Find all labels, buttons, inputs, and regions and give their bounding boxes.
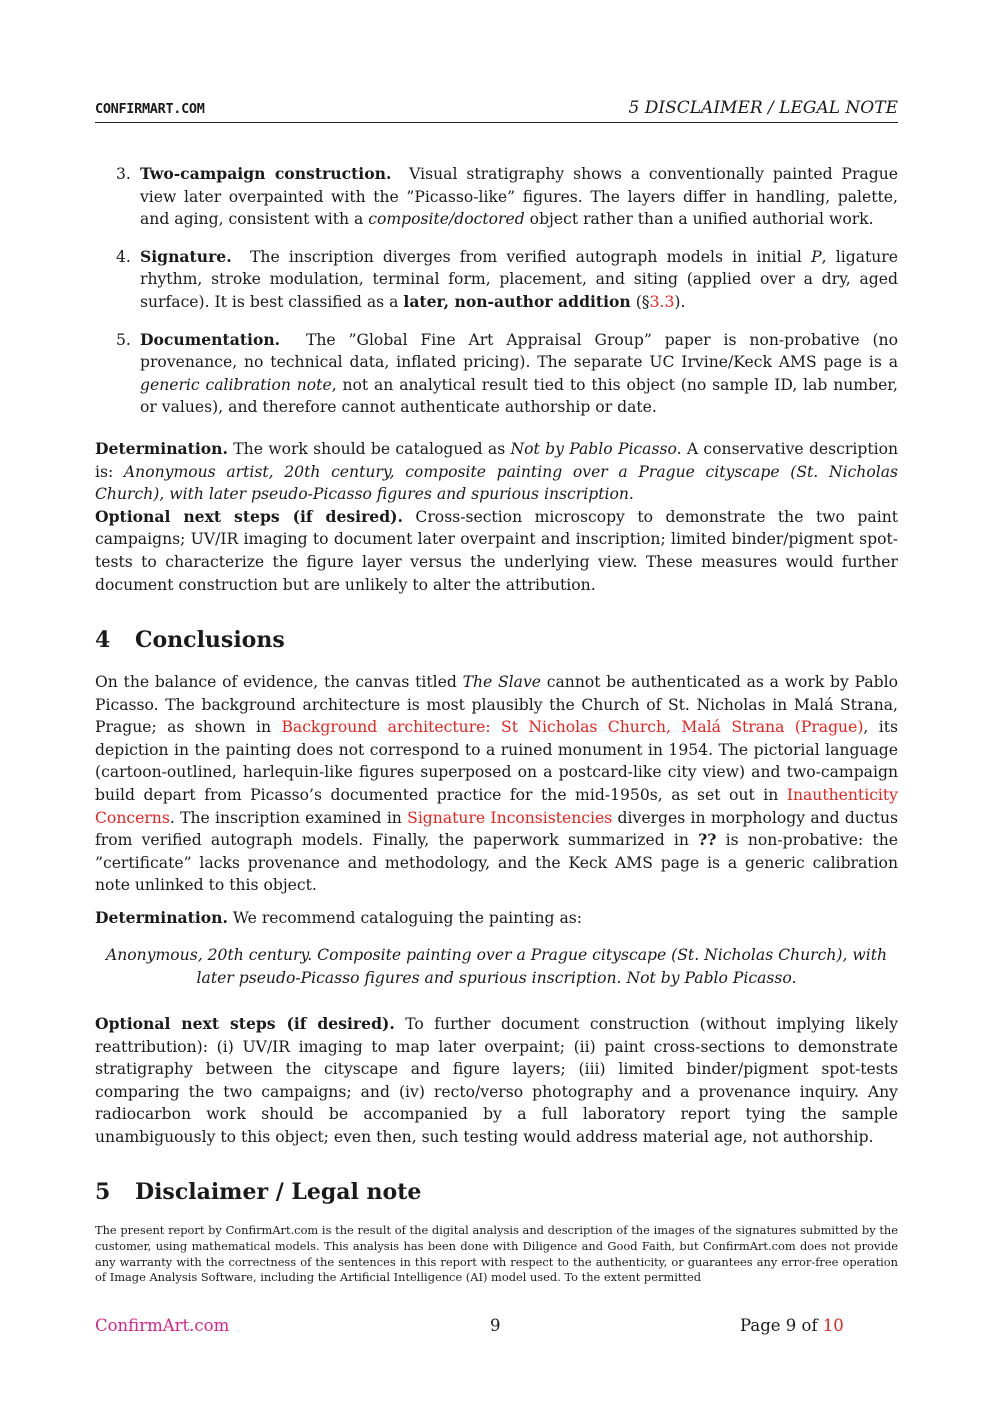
next-steps-label: Optional next steps (if desired). xyxy=(95,1014,395,1033)
determination-text: The work should be catalogued as xyxy=(227,440,511,458)
running-header xyxy=(95,98,898,123)
determination-text: A conservative description is: xyxy=(95,440,899,481)
paragraph-text: , its depiction in the painting does not correspond to a ruined monument in 1954. The pictorial language (cartoon-outlined, harlequin-like figures superposed on a postcard-like city view) and two-campaign build depart from Picasso’s documented practice for the mid-1950s, as set out in xyxy=(95,718,899,804)
missing-reference: ?? xyxy=(698,830,717,850)
list-item xyxy=(116,163,898,231)
footer-page-number: 9 xyxy=(490,1316,501,1335)
numbered-list xyxy=(116,163,898,434)
catalogue-quote: Anonymous, 20th century. Composite painting over a Prague cityscape (St. Nicholas Church), with later pseudo-Picasso figures and spurious inscription. Not by Pablo Picasso. xyxy=(105,946,888,987)
list-item-text: , ligature rhythm, stroke modulation, terminal form, placement, and siting (applied over a dry, aged surface). It is best classified as a xyxy=(140,247,898,311)
determination-paragraph xyxy=(95,438,898,596)
next-steps-text: Cross-section microscopy to demonstrate the two paint campaigns; UV/IR imaging to document later overpaint and inscription; limited binder/pigment spot-tests to characterize the figure layer versus the underlying view. These measures would further document construction but are unlikely to alter the attribution. xyxy=(95,507,899,594)
paragraph-text: is non-probative: the ”certificate” lacks provenance and methodology, and the Keck AMS page is a generic calibration note unlinked to this object. xyxy=(95,831,898,895)
background-architecture-link[interactable]: Background architecture: St Nicholas Church, Malá Strana (Prague) xyxy=(281,718,864,737)
determination-text: We recommend cataloguing the painting as: xyxy=(227,909,582,927)
section-title: Disclaimer / Legal note xyxy=(135,1179,422,1205)
determination-description: Anonymous artist, 20th century, composite painting over a Prague cityscape (St. Nicholas Church), with later pseudo-Picasso figures and spurious inscription. xyxy=(95,462,899,504)
list-item-title: Signature. xyxy=(140,246,232,266)
list-item-text: (§ xyxy=(630,292,650,311)
determination-label: Determination. xyxy=(95,439,228,458)
paragraph-text: diverges in morphology and ductus from verified autograph models. Finally, the paperwork summarized in xyxy=(95,808,898,850)
paragraph-text: . The inscription examined in xyxy=(169,808,408,827)
list-item-text: Visual stratigraphy shows a conventionally painted Prague view later overpainted with the ”Picasso-like” figures. The layers differ in handling, palette, and aging, consistent with a xyxy=(140,165,898,229)
list-item-text: ). xyxy=(674,292,686,311)
list-item-emphasis: P xyxy=(811,247,822,266)
list-item-number: 3. xyxy=(116,165,131,183)
list-item xyxy=(116,329,898,419)
inauthenticity-concerns-link[interactable]: Inauthenticity Concerns xyxy=(95,785,898,827)
section-number: 4 xyxy=(95,627,111,653)
next-steps-text: To further document construction (without implying likely reattribution): (i) UV/IR imaging to map later overpaint; (ii) paint cross-sections to demonstrate stratigraphy between the cityscape and figure layers; (iii) limited binder/pigment spot-tests comparing the two campaigns; and (iv) recto/verso photography and a provenance inquiry. Any radiocarbon work should be accompanied by a full laboratory report tying the sample unambiguously to this object; even then, such testing would address material age, not authorship. xyxy=(95,1015,898,1146)
determination-line xyxy=(95,907,898,930)
conclusions-paragraph xyxy=(95,671,898,897)
section-heading xyxy=(95,1179,421,1205)
list-item-text: object rather than a unified authorial work. xyxy=(524,210,874,229)
list-item-text: The inscription diverges from verified autograph models in initial xyxy=(250,247,812,266)
list-item-emphasis: generic calibration note xyxy=(140,375,332,394)
list-item-title: Documentation. xyxy=(140,329,281,349)
list-item xyxy=(116,246,898,314)
determination-label: Determination. xyxy=(95,908,228,927)
paragraph-text: On the balance of evidence, the canvas titled xyxy=(95,673,463,691)
header-brand: CONFIRMART.COM xyxy=(95,101,205,117)
list-item-number: 5. xyxy=(116,330,131,349)
list-item-text: , not an analytical result tied to this object (no sample ID, lab number, or values), and therefore cannot authenticate authorship or date. xyxy=(140,375,898,417)
painting-title: The Slave xyxy=(462,673,542,691)
determination-emphasis: Not by Pablo Picasso. xyxy=(510,440,682,458)
list-item-emphasis: composite/doctored xyxy=(368,210,525,229)
footer-page-count xyxy=(740,1316,844,1335)
section-title: Conclusions xyxy=(135,627,285,653)
list-item-bold: later, non-author addition xyxy=(403,291,631,311)
section-heading xyxy=(95,627,285,653)
section-ref-link[interactable]: 3.3 xyxy=(649,292,675,311)
header-section-title: 5 DISCLAIMER / LEGAL NOTE xyxy=(628,98,898,118)
signature-inconsistencies-link[interactable]: Signature Inconsistencies xyxy=(407,808,613,827)
page-count-prefix: Page 9 of xyxy=(740,1316,823,1335)
footer-brand-link[interactable]: ConfirmArt.com xyxy=(95,1316,230,1335)
page-total-link[interactable]: 10 xyxy=(822,1316,844,1335)
list-item-text: The ”Global Fine Art Appraisal Group” paper is non-probative (no provenance, no technical data, inflated pricing). The separate UC Irvine/Keck AMS page is a xyxy=(140,330,898,372)
paragraph-text: cannot be authenticated as a work by Pablo Picasso. The background architecture is most plausibly the Church of St. Nicholas in Malá Strana, Prague; as shown in xyxy=(95,673,899,737)
next-steps-paragraph xyxy=(95,1013,898,1149)
list-item-number: 4. xyxy=(116,247,131,266)
next-steps-label: Optional next steps (if desired). xyxy=(95,506,403,526)
section-number: 5 xyxy=(95,1179,111,1205)
list-item-title: Two-campaign construction. xyxy=(140,164,392,183)
legal-note-text: The present report by ConfirmArt.com is the result of the digital analysis and description of the images of the signatures submitted by the customer, using mathematical models. This analysis has been done with Diligence and Good Faith, but ConfirmArt.com does not provide any warranty with the correctness of the sentences in this report with respect to the authenticity, or guarantees any error-free operation of Image Analysis Software, including the Artificial Intelligence (AI) model used. To the extent permitted xyxy=(95,1223,898,1285)
